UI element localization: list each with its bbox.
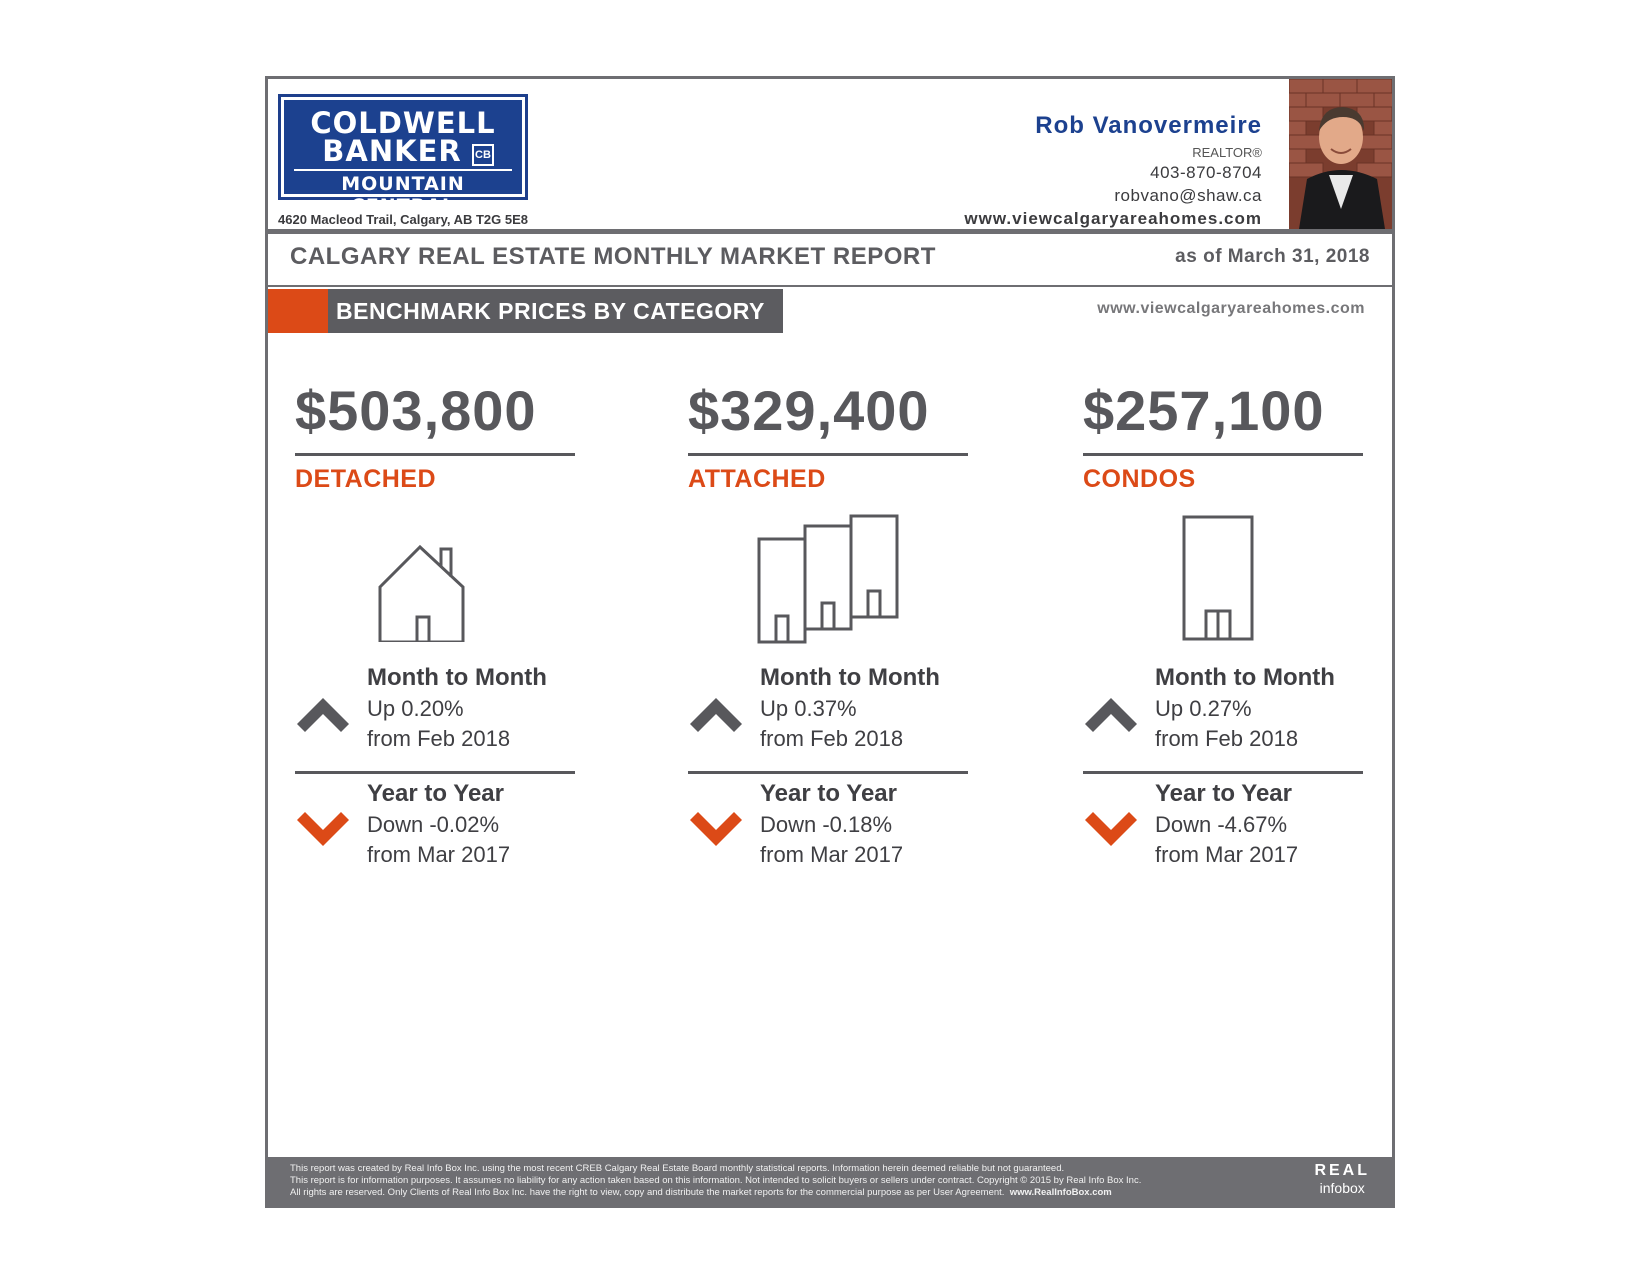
logo-line-3: MOUNTAIN CENTRAL: [294, 169, 512, 217]
stat-heading: Year to Year: [1155, 780, 1292, 807]
agent-title: REALTOR®: [1192, 145, 1262, 160]
cb-badge-icon: CB: [472, 144, 494, 166]
report-date: as of March 31, 2018: [1175, 246, 1370, 267]
category-name: ATTACHED: [688, 465, 826, 493]
stat-from: from Mar 2017: [760, 842, 904, 867]
disclaimer-line-3: All rights are reserved. Only Clients of Real Info Box Inc. have the right to view, copy and distribute the market reports for the commercial purpose as per User Agreement.: [290, 1187, 1005, 1198]
stat-change: Up 0.27%: [1155, 696, 1252, 721]
category-detached: [295, 379, 595, 875]
stat-change: Down -4.67%: [1155, 812, 1288, 837]
up-arrow-icon: [1083, 694, 1139, 734]
year-to-year-stat: [1083, 780, 1383, 875]
benchmark-price: $257,100: [1083, 379, 1325, 442]
stat-change: Up 0.37%: [760, 696, 857, 721]
footer-site-link[interactable]: www.RealInfoBox.com: [1009, 1187, 1112, 1198]
report-footer: [268, 1157, 1392, 1205]
brokerage-address: 4620 Macleod Trail, Calgary, AB T2G 5E8: [278, 212, 528, 227]
header-divider: [268, 229, 1392, 234]
down-arrow-icon: [688, 810, 744, 850]
agent-contact-block: [964, 112, 1262, 229]
section-title: BENCHMARK PRICES BY CATEGORY: [336, 298, 765, 324]
stat-heading: Month to Month: [760, 664, 940, 691]
stat-heading: Year to Year: [367, 780, 504, 807]
agent-email: robvano@shaw.ca: [1114, 186, 1262, 205]
up-arrow-icon: [295, 694, 351, 734]
stat-from: from Mar 2017: [367, 842, 511, 867]
townhouse-icon: [756, 514, 916, 644]
month-to-month-stat: [295, 664, 595, 759]
year-to-year-stat: [295, 780, 595, 875]
down-arrow-icon: [295, 810, 351, 850]
logo-line-1: COLDWELL: [310, 106, 496, 140]
stat-from: from Feb 2018: [367, 726, 511, 751]
stat-from: from Feb 2018: [760, 726, 904, 751]
stat-heading: Month to Month: [1155, 664, 1335, 691]
benchmark-price: $329,400: [688, 379, 930, 442]
agent-portrait-icon: [1289, 79, 1392, 229]
month-to-month-stat: [688, 664, 988, 759]
agent-website: www.viewcalgaryareahomes.com: [964, 209, 1262, 228]
stat-divider: [688, 771, 968, 774]
stat-heading: Year to Year: [760, 780, 897, 807]
real-infobox-logo: [1314, 1162, 1370, 1196]
section-banner: [268, 289, 783, 333]
stat-heading: Month to Month: [367, 664, 547, 691]
category-name: DETACHED: [295, 465, 437, 493]
year-to-year-stat: [688, 780, 988, 875]
section-website: www.viewcalgaryareahomes.com: [1097, 300, 1365, 317]
title-divider: [268, 285, 1392, 287]
agent-photo: [1289, 79, 1392, 229]
stat-change: Down -0.18%: [760, 812, 893, 837]
agent-name: Rob Vanovermeire: [1035, 112, 1262, 139]
category-condos: [1083, 379, 1383, 875]
report-title: CALGARY REAL ESTATE MONTHLY MARKET REPORT: [290, 243, 936, 270]
footer-disclaimer: [290, 1163, 1141, 1199]
month-to-month-stat: [1083, 664, 1383, 759]
benchmark-price: $503,800: [295, 379, 537, 442]
price-underline: [688, 453, 968, 456]
coldwell-banker-logo: [278, 94, 528, 217]
section-accent: [268, 289, 328, 333]
category-name: CONDOS: [1083, 465, 1196, 493]
logo-line-2: BANKER: [322, 134, 462, 168]
category-attached: [688, 379, 988, 875]
price-underline: [1083, 453, 1363, 456]
stat-from: from Mar 2017: [1155, 842, 1299, 867]
disclaimer-line-2: This report is for information purposes. It assumes no liability for any action taken based on this information. Not intended to solicit buyers or sellers under contract. Copyright © 2015 by Real Info Box Inc.: [290, 1175, 1142, 1186]
down-arrow-icon: [1083, 810, 1139, 850]
price-underline: [295, 453, 575, 456]
stat-change: Up 0.20%: [367, 696, 464, 721]
market-report-sheet: [265, 76, 1395, 1208]
stat-divider: [295, 771, 575, 774]
agent-phone: 403-870-8704: [1150, 163, 1262, 182]
up-arrow-icon: [688, 694, 744, 734]
stat-change: Down -0.02%: [367, 812, 500, 837]
real-infobox-logo-line-2: infobox: [1319, 1180, 1365, 1196]
condo-building-icon: [1181, 514, 1261, 644]
real-infobox-logo-line-1: REAL: [1314, 1162, 1370, 1179]
house-icon: [375, 532, 475, 642]
stat-divider: [1083, 771, 1363, 774]
stat-from: from Feb 2018: [1155, 726, 1299, 751]
disclaimer-line-1: This report was created by Real Info Box Inc. using the most recent CREB Calgary Real Estate Board monthly statistical reports. Information herein deemed reliable but not guaranteed.: [290, 1163, 1065, 1174]
